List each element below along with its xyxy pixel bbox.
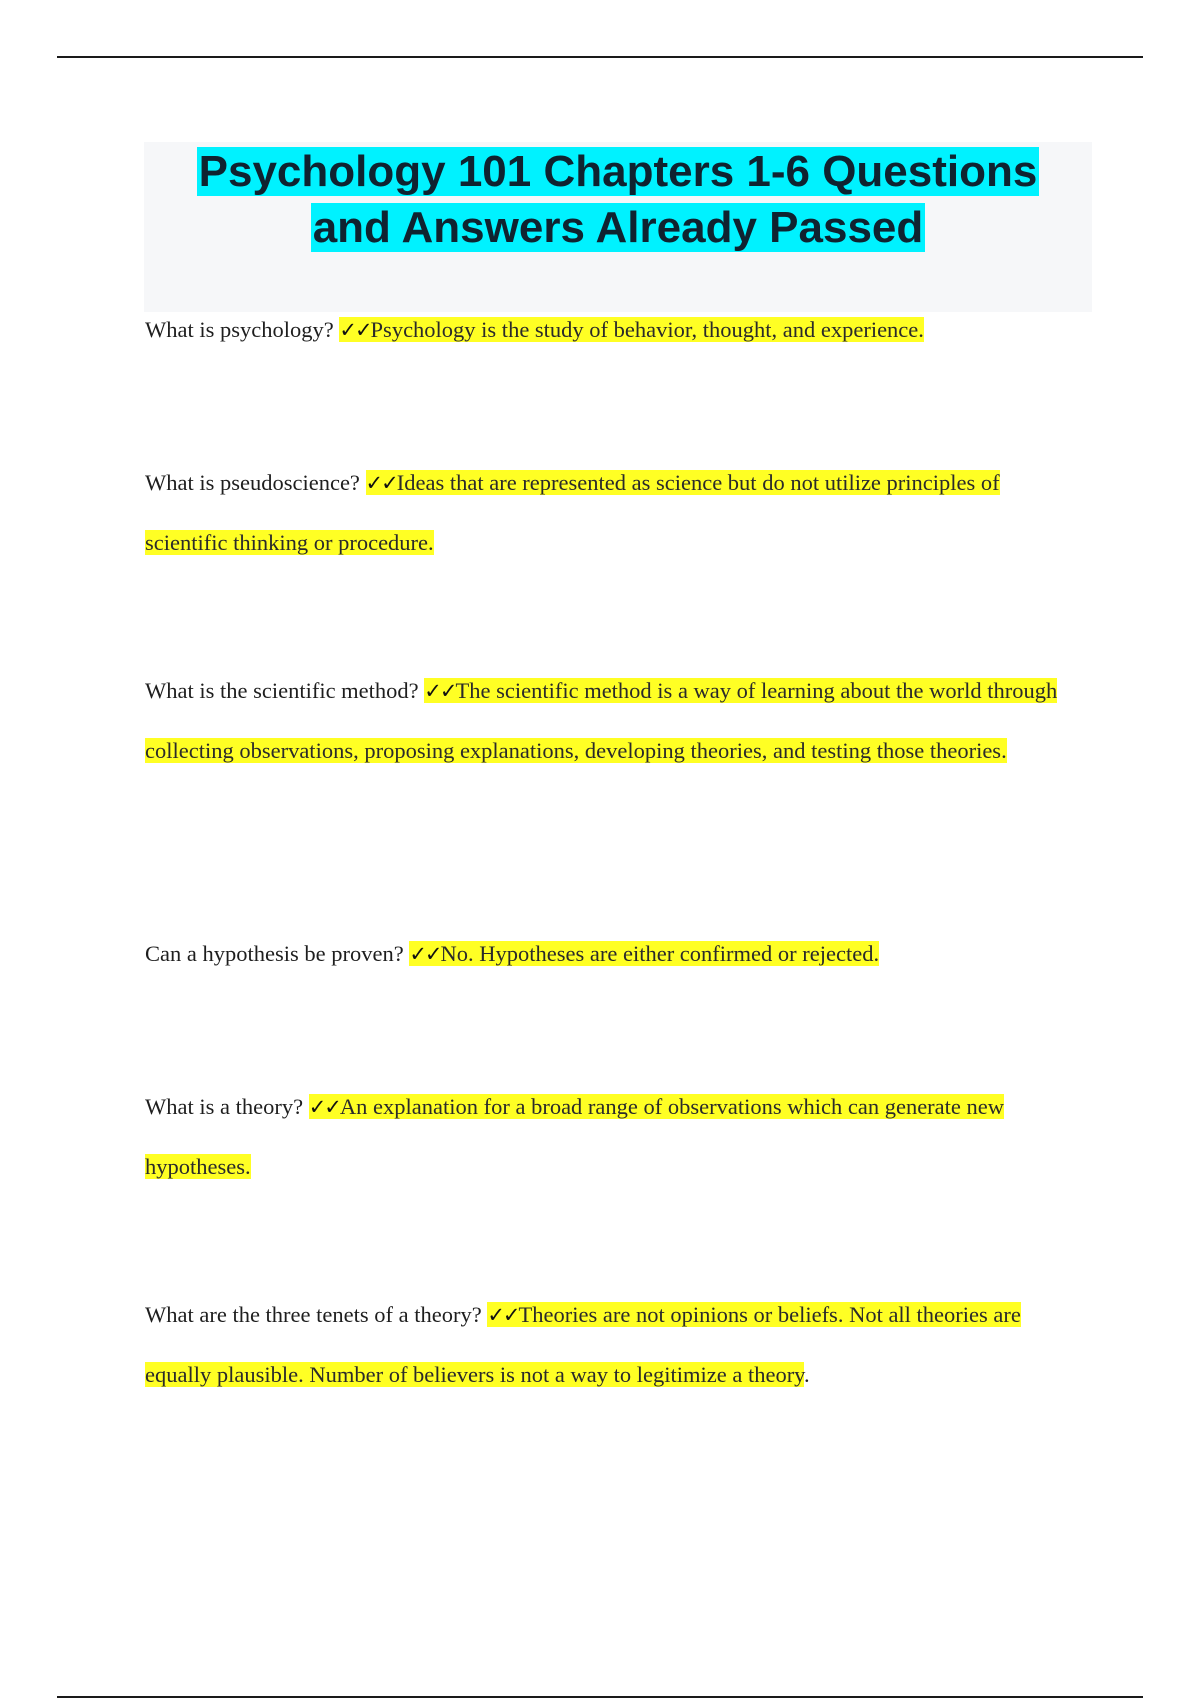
question-text: What is pseudoscience? (145, 470, 360, 495)
trailing-period: . (803, 1362, 810, 1387)
qa-item (145, 924, 1085, 984)
answer-text: ✓✓Ideas that are represented as science but do not utilize principles of scientific thinking or procedure. (145, 470, 1000, 555)
check-mark-icon: ✓✓ (424, 679, 456, 703)
qa-item (145, 1285, 1085, 1405)
qa-item (145, 1077, 1085, 1197)
bottom-rule (57, 1696, 1143, 1698)
title-line-2: and Answers Already Passed (312, 203, 924, 252)
question-text: What is the scientific method? (145, 678, 419, 703)
answer-text: ✓✓Theories are not opinions or beliefs. Not all theories are equally plausible. Number of believers is not a way to legitimize a theory (145, 1302, 1021, 1387)
question-text: What is a theory? (145, 1094, 304, 1119)
qa-item (145, 453, 1085, 573)
document-title (144, 144, 1092, 256)
answer-text: ✓✓The scientific method is a way of learning about the world through collecting observations, proposing explanations, developing theories, and testing those theories. (145, 678, 1058, 763)
qa-item (145, 661, 1085, 781)
answer-text: ✓✓No. Hypotheses are either confirmed or rejected. (409, 941, 880, 966)
title-line-1: Psychology 101 Chapters 1-6 Questions (198, 147, 1038, 196)
check-mark-icon: ✓✓ (487, 1303, 519, 1327)
check-mark-icon: ✓✓ (365, 471, 397, 495)
check-mark-icon: ✓✓ (339, 318, 371, 342)
check-mark-icon: ✓✓ (308, 1095, 340, 1119)
question-text: What are the three tenets of a theory? (145, 1302, 482, 1327)
question-text: What is psychology? (145, 317, 334, 342)
top-rule (57, 56, 1143, 58)
question-text: Can a hypothesis be proven? (145, 941, 404, 966)
qa-item (145, 300, 1085, 360)
answer-text: ✓✓An explanation for a broad range of observations which can generate new hypotheses. (145, 1094, 1005, 1179)
answer-text: ✓✓Psychology is the study of behavior, thought, and experience. (339, 317, 924, 342)
check-mark-icon: ✓✓ (409, 942, 441, 966)
